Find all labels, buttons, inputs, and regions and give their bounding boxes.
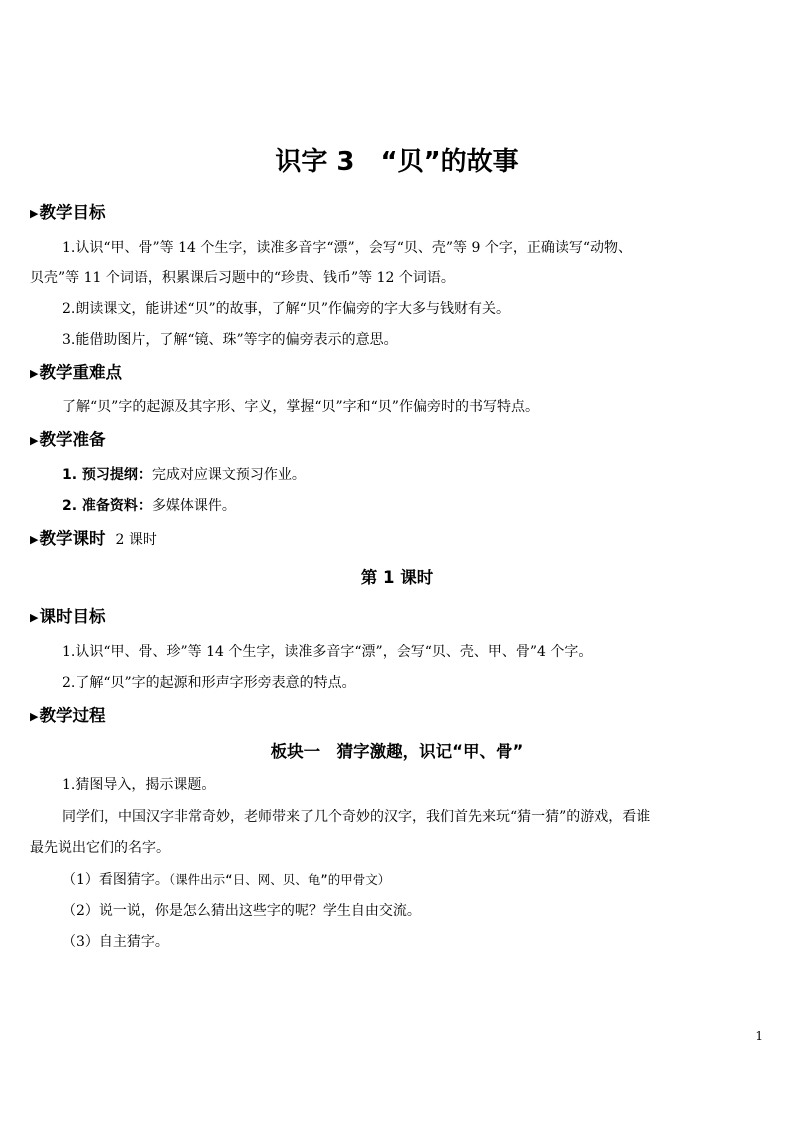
triangle-icon: ▶ [30, 434, 39, 447]
goal-line-2: 贝壳”等 11 个词语，积累课后习题中的“珍贵、钱币”等 12 个词语。 [30, 270, 455, 286]
lesson-goal-1: 1.认识“甲、骨、珍”等 14 个生字，读准多音字“漂”，会写“贝、壳、甲、骨”4 个字。 [62, 644, 593, 660]
title-part1: 识字 3 [275, 147, 355, 177]
process-note: （课件出示“日、网、贝、龟”的甲骨文） [168, 872, 391, 887]
triangle-icon: ▶ [30, 367, 39, 380]
triangle-icon: ▶ [30, 611, 39, 624]
lesson-heading: 第 1 课时 [360, 568, 434, 587]
goal-line-3: 2.朗读课文，能讲述“贝”的故事，了解“贝”作偏旁的字大多与钱财有关。 [62, 301, 510, 317]
process-line-5: （2）说一说，你是怎么猜出这些字的呢？学生自由交流。 [62, 903, 421, 919]
section-heading-hours: ▶教学课时 2 课时 [30, 529, 157, 548]
section-heading-process: ▶教学过程 [30, 706, 106, 725]
prep-item-2: 2. 准备资料：多媒体课件。 [62, 498, 236, 514]
triangle-icon: ▶ [30, 533, 39, 546]
title-part2: “贝”的故事 [380, 147, 519, 177]
section-heading-lesson-goals: ▶课时目标 [30, 607, 106, 626]
section-heading-goals: ▶教学目标 [30, 203, 106, 222]
process-line-6: （3）自主猜字。 [62, 934, 169, 950]
lesson-goal-2: 2.了解“贝”字的起源和形声字形旁表意的特点。 [62, 675, 356, 691]
triangle-icon: ▶ [30, 207, 39, 220]
triangle-icon: ▶ [30, 710, 39, 723]
section-heading-prep: ▶教学准备 [30, 430, 106, 449]
page-number: 1 [755, 1029, 763, 1043]
page-title [0, 144, 794, 180]
hours-value: 2 课时 [115, 532, 157, 548]
section-heading-key-points: ▶教学重难点 [30, 363, 122, 382]
goal-line-4: 3.能借助图片，了解“镜、珠”等字的偏旁表示的意思。 [62, 332, 398, 348]
goal-line-1: 1.认识“甲、骨”等 14 个生字，读准多音字“漂”，会写“贝、壳”等 9 个字，正确读写“动物、 [62, 240, 632, 256]
process-line-4: （1）看图猜字。（课件出示“日、网、贝、龟”的甲骨文） [62, 872, 391, 888]
prep-item-1: 1. 预习提纲：完成对应课文预习作业。 [62, 467, 306, 483]
process-line-1: 1.猜图导入，揭示课题。 [62, 777, 216, 793]
block-heading: 板块一 猜字激趣，识记“甲、骨” [270, 742, 524, 761]
key-points-text: 了解“贝”字的起源及其字形、字义，掌握“贝”字和“贝”作偏旁时的书写特点。 [62, 399, 539, 415]
process-line-2: 同学们，中国汉字非常奇妙，老师带来了几个奇妙的汉字，我们首先来玩“猜一猜”的游戏，看谁 [62, 809, 651, 825]
process-line-3: 最先说出它们的名字。 [30, 840, 170, 856]
